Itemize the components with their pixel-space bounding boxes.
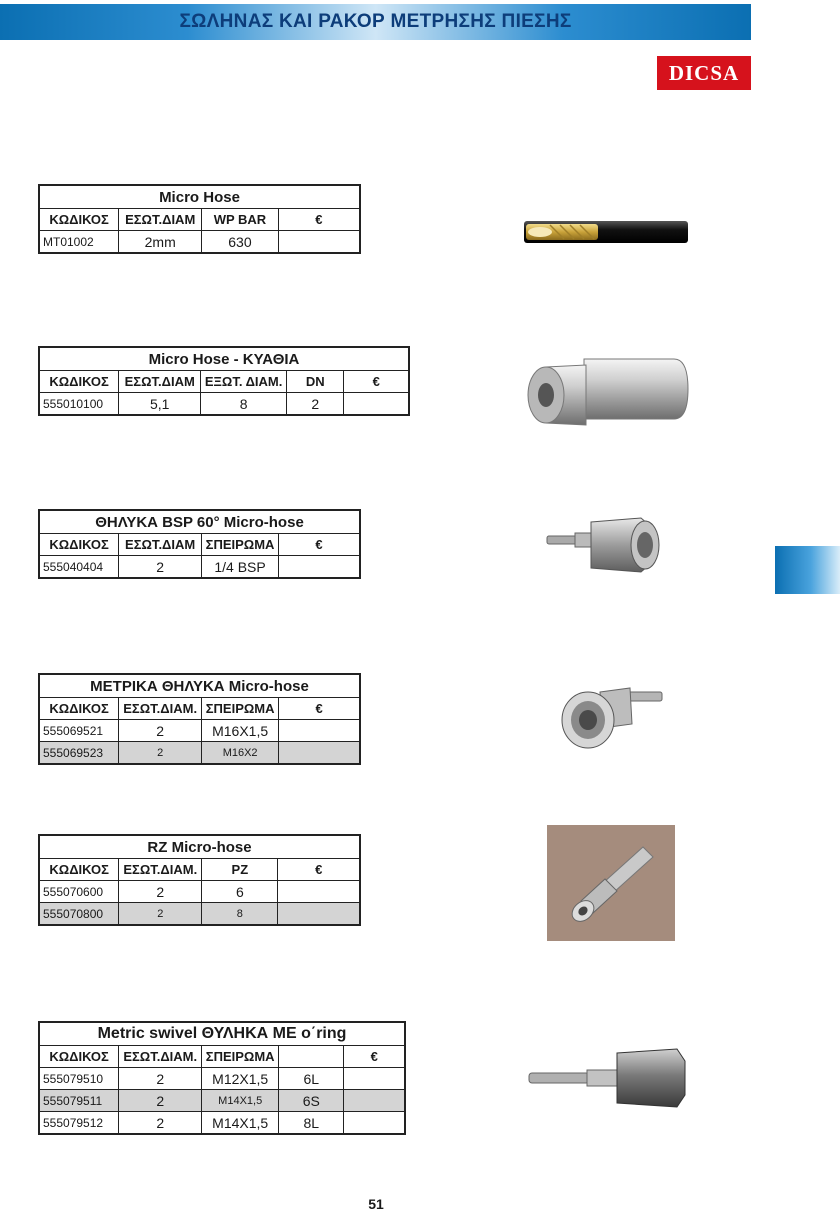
cell-thread: 1/4 BSP: [202, 556, 279, 579]
metric-female-fitting-image: [560, 678, 666, 752]
cell-code: 555079512: [39, 1112, 119, 1135]
col-header-thread: ΣΠΕΙΡΩΜΑ: [202, 534, 279, 556]
cell-pz: 8: [202, 903, 278, 926]
cell-inner-diameter: 2: [119, 556, 202, 579]
cell-series: 6L: [279, 1068, 344, 1090]
table-row: [39, 742, 360, 765]
col-header-thread: ΣΠΕΙΡΩΜΑ: [202, 1046, 279, 1068]
cell-inner-diameter: 2: [119, 1090, 202, 1112]
table-row: [39, 393, 409, 416]
col-header-wp-bar: WP BAR: [202, 209, 279, 231]
cell-inner-diameter: 2: [119, 720, 202, 742]
cell-thread: M14X1,5: [202, 1112, 279, 1135]
cell-inner-diameter: 2: [119, 1068, 202, 1090]
table-title: Micro Hose: [39, 185, 360, 209]
col-header-inner-diameter: ΕΣΩΤ.ΔΙΑΜ: [119, 209, 202, 231]
cell-price: [344, 1068, 405, 1090]
cell-pz: 6: [202, 881, 278, 903]
table-title: Micro Hose - ΚΥΑΘΙΑ: [39, 347, 409, 371]
cell-price: [278, 231, 360, 254]
metric-swivel-table: [38, 1021, 406, 1135]
table-title: ΘΗΛΥΚΑ BSP 60° Micro-hose: [39, 510, 360, 534]
page-number: 51: [368, 1196, 384, 1212]
micro-hose-table: [38, 184, 361, 254]
col-header-code: ΚΩΔΙΚΟΣ: [39, 534, 119, 556]
cell-code: MT01002: [39, 231, 119, 254]
cell-thread: M12X1,5: [202, 1068, 279, 1090]
col-header-price: €: [279, 698, 360, 720]
cell-series: 8L: [279, 1112, 344, 1135]
col-header-code: ΚΩΔΙΚΟΣ: [39, 209, 119, 231]
col-header-series: [279, 1046, 344, 1068]
cell-code: 555010100: [39, 393, 119, 416]
table-row: [39, 720, 360, 742]
col-header-price: €: [278, 859, 360, 881]
cell-code: 555069521: [39, 720, 119, 742]
cell-price: [279, 720, 360, 742]
table-title: RZ Micro-hose: [39, 835, 360, 859]
female-bsp-table: [38, 509, 361, 579]
cell-dn: 2: [287, 393, 344, 416]
table-title: Metric swivel ΘΥΛΗΚΑ ΜΕ o΄ring: [39, 1022, 405, 1046]
ferrule-image: [524, 355, 692, 429]
table-row: [39, 1068, 405, 1090]
col-header-code: ΚΩΔΙΚΟΣ: [39, 698, 119, 720]
metric-female-table: [38, 673, 361, 765]
cell-price: [279, 742, 360, 765]
page-title: ΣΩΛΗΝΑΣ ΚΑΙ ΡΑΚΟΡ ΜΕΤΡΗΣΗΣ ΠΙΕΣΗΣ: [179, 11, 572, 32]
table-row: [39, 1090, 405, 1112]
cell-inner-diameter: 2: [119, 742, 202, 765]
cell-code: 555079510: [39, 1068, 119, 1090]
col-header-thread: ΣΠΕΙΡΩΜΑ: [202, 698, 279, 720]
cell-code: 555070600: [39, 881, 119, 903]
cell-code: 555079511: [39, 1090, 119, 1112]
table-title: ΜΕΤΡΙΚΑ ΘΗΛΥΚΑ Micro-hose: [39, 674, 360, 698]
rz-fitting-photo: [547, 825, 675, 941]
cell-price: [278, 881, 360, 903]
col-header-outer-diameter: ΕΞΩΤ. ΔΙΑΜ.: [201, 371, 287, 393]
cell-price: [344, 1112, 405, 1135]
rz-micro-hose-table: [38, 834, 361, 926]
col-header-code: ΚΩΔΙΚΟΣ: [39, 859, 119, 881]
table-row: [39, 231, 360, 254]
col-header-inner-diameter: ΕΣΩΤ.ΔΙΑΜ.: [119, 698, 202, 720]
cell-code: 555040404: [39, 556, 119, 579]
micro-hose-image: [520, 218, 690, 246]
col-header-pz: PZ: [202, 859, 278, 881]
table-row: [39, 556, 360, 579]
cell-wp-bar: 630: [202, 231, 279, 254]
female-bsp-fitting-image: [545, 514, 665, 576]
cell-inner-diameter: 2: [119, 881, 202, 903]
cell-series: 6S: [279, 1090, 344, 1112]
col-header-inner-diameter: ΕΣΩΤ.ΔΙΑΜ: [119, 371, 201, 393]
header-bar: [0, 4, 751, 40]
col-header-price: €: [278, 209, 360, 231]
cell-inner-diameter: 2: [119, 903, 202, 926]
cell-thread: M16X2: [202, 742, 279, 765]
col-header-code: ΚΩΔΙΚΟΣ: [39, 371, 119, 393]
col-header-dn: DN: [287, 371, 344, 393]
metric-swivel-fitting-image: [527, 1043, 687, 1113]
col-header-code: ΚΩΔΙΚΟΣ: [39, 1046, 119, 1068]
cell-code: 555070800: [39, 903, 119, 926]
dicsa-logo: DICSA: [657, 56, 751, 90]
table-row: [39, 881, 360, 903]
cell-price: [344, 393, 409, 416]
col-header-price: €: [344, 371, 409, 393]
col-header-price: €: [279, 534, 360, 556]
cell-thread: M16X1,5: [202, 720, 279, 742]
table-row: [39, 1112, 405, 1135]
cell-inner-diameter: 2mm: [119, 231, 202, 254]
cell-outer-diameter: 8: [201, 393, 287, 416]
cell-thread: M14X1,5: [202, 1090, 279, 1112]
cell-inner-diameter: 2: [119, 1112, 202, 1135]
micro-hose-ferrules-table: [38, 346, 410, 416]
cell-price: [279, 556, 360, 579]
cell-price: [278, 903, 360, 926]
cell-inner-diameter: 5,1: [119, 393, 201, 416]
col-header-inner-diameter: ΕΣΩΤ.ΔΙΑΜ: [119, 534, 202, 556]
col-header-price: €: [344, 1046, 405, 1068]
side-tab-marker: [775, 546, 840, 594]
cell-price: [344, 1090, 405, 1112]
table-row: [39, 903, 360, 926]
col-header-inner-diameter: ΕΣΩΤ.ΔΙΑΜ.: [119, 859, 202, 881]
col-header-inner-diameter: ΕΣΩΤ.ΔΙΑΜ.: [119, 1046, 202, 1068]
cell-code: 555069523: [39, 742, 119, 765]
